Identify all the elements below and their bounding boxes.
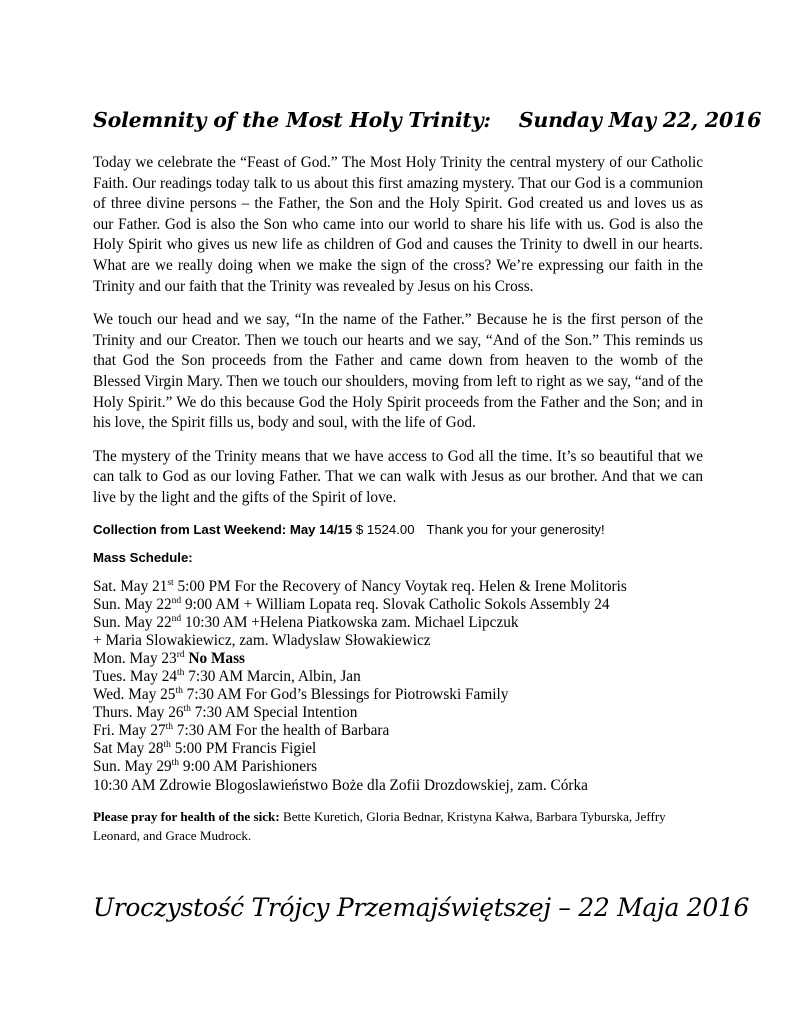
bulletin-page [93,108,762,845]
paragraph-3: The mystery of the Trinity means that we have access to God all the time. It’s so beautiful that we can talk to God as our loving Father. That we can walk with Jesus as our brother. And that we can live by the light and the gifts of the Spirit of love. [93,447,703,506]
schedule-line: Sun. May 22nd 9:00 AM + William Lopata req. Slovak Catholic Sokols Assembly 24 [93,595,610,613]
schedule-line: Sun. May 22nd 10:30 AM +Helena Piatkowska zam. Michael Lipczuk [93,613,519,631]
schedule-line: Fri. May 27th 7:30 AM For the health of Barbara [93,722,390,740]
schedule-line: Sat. May 21st 5:00 PM For the Recovery of Nancy Voytak req. Helen & Irene Molitoris [93,577,627,595]
schedule-line: Sun. May 29th 9:00 AM Parishioners [93,758,318,776]
collection-thanks: Thank you for your generosity! [426,521,605,537]
collection-label: Collection from Last Weekend: May 14/15 [93,521,353,537]
collection-line [93,522,703,537]
feast-title [93,108,762,132]
collection-amount: $ 1524.00 [355,521,415,537]
sick-label: Please pray for health of the sick: [93,808,280,824]
schedule-line: Thurs. May 26th 7:30 AM Special Intention [93,704,358,722]
feast-name: Solemnity of the Most Holy Trinity: [93,108,491,132]
sick-names: Bette Kuretich, Gloria Bednar, Kristyna Kałwa, Barbara Tyburska, Jeffry Leonard, and Grace Mudrock. [93,808,666,843]
paragraph-1: Today we celebrate the “Feast of God.” The Most Holy Trinity the central mystery of our Catholic Faith. Our readings today talk to us about this first amazing mystery. That our God is a communion of three divine persons – the Father, the Son and the Holy Spirit. God created us and loves us as our Father. God is also the Son who came into our world to share his life with us. God is also the Holy Spirit who gives us new life as children of God and causes the Trinity to dwell in our hearts. What are we really doing when we make the sign of the cross? We’re expressing our faith in the Trinity and our faith that the Trinity was revealed by Jesus on his Cross. [93,154,703,295]
schedule-line: + Maria Slowakiewicz, zam. Wladyslaw Słowakiewicz [93,631,431,649]
polish-feast-title: Uroczystość Trójcy Przemajświętszej – 22 Maja 2016 [93,893,750,922]
schedule-line: Tues. May 24th 7:30 AM Marcin, Albin, Jan [93,667,361,685]
mass-schedule-list [93,578,703,795]
paragraph-2: We touch our head and we say, “In the name of the Father.” Because he is the first person of the Trinity and our Creator. Then we touch our hearts and we say, “And of the Son.” This reminds us that God the Son proceeds from the Father and came down from heaven to the womb of the Blessed Virgin Mary. Then we touch our shoulders, moving from left to right as we say, “and of the Holy Spirit.” We do this because God the Holy Spirit proceeds from the Father and the Son; and in his love, the Spirit fills us, body and soul, with the life of God. [93,311,703,432]
schedule-line: 10:30 AM Zdrowie Blogoslawieństwo Boże dla Zofii Drozdowskiej, zam. Córka [93,776,588,794]
schedule-line: Sat May 28th 5:00 PM Francis Figiel [93,740,317,758]
sick-prayer-list [93,807,703,845]
feast-date: Sunday May 22, 2016 [518,108,762,132]
schedule-line: Wed. May 25th 7:30 AM For God’s Blessings for Piotrowski Family [93,685,509,704]
mass-schedule-heading: Mass Schedule: [93,549,193,565]
schedule-line: Mon. May 23rd No Mass [93,649,245,667]
